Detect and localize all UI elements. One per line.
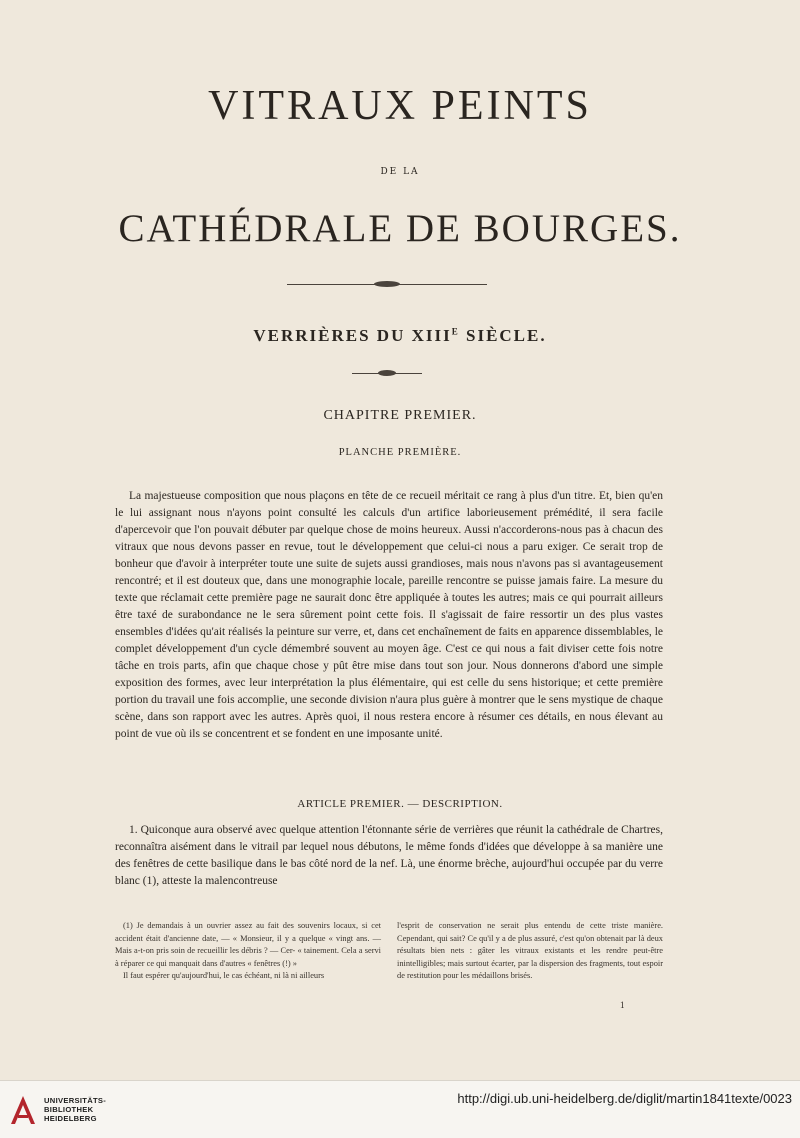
ornamental-rule-top bbox=[287, 284, 487, 285]
body-paragraph-1: La majestueuse composition que nous plaçons en tête de ce recueil méritait ce rang à plus d'un titre. Et, bien qu'en le lui assignant nous n'ayons point consulté les calculs d'un artifice laborieusement prémédité, il sera facile d'apercevoir que l'on pouvait débuter par quelque chose de moins heureux. Aussi n'accorderons-nous pas à chacun des vitraux que nous devons passer en revue, tout le développement que celui-ci nous a paru exiger. Ce serait trop de bonheur que d'avoir à interpréter toute une suite de sujets aussi grandioses, mais nous n'avons pas si avantageusement rencontré; et il est douteux que, dans une monographie locale, pareille rencontre se puisse jamais faire. La mesure du texte que réclamait cette première page ne saurait donc être appliquée à toutes les autres; mais ce qui pourrait ailleurs être taxé de surabondance ne le sera sûrement point cette fois. Il s'agissait de faire ressortir un des plus vastes ensembles d'idées qu'ait réalisés la peinture sur verre, et, dans cet enchaînement de faits en apparence dissemblables, le complet développement d'un cycle démembré souvent au moyen âge. C'est ce qui nous a fait diviser cette fois notre tâche en trois parts, afin que chaque chose y pût être mise dans tout son jour. Nous donnerons d'abord une simple exposition des formes, avec leur interprétation la plus élémentaire, qui est celle du sens historique; et cette première portion du travail une fois accomplie, une seconde division n'aura plus guère à montrer que le sens mystique de chaque scène, dans son rapport avec les autres. Après quoi, il nous restera encore à résumer ces détails, en nous élevant au point de vue où ils se concentrent et se fondent en une imposante unité. bbox=[115, 490, 663, 740]
rule-ornament-icon bbox=[378, 370, 396, 376]
page-subtitle: CATHÉDRALE DE BOURGES. bbox=[118, 207, 682, 250]
plate-heading: PLANCHE PREMIÈRE. bbox=[338, 447, 462, 458]
rule-ornament-icon bbox=[374, 281, 400, 287]
title-connector: DE LA bbox=[380, 167, 420, 177]
footnote-1-continued: Il faut espérer qu'aujourd'hui, le cas échéant, ni là ni ailleurs bbox=[123, 971, 325, 981]
footnote-1-right: l'esprit de conservation ne serait plus entendu de cette triste manière. Cependant, qui sait? Ce qu'il y a de plus assuré, c'est qu'on obtenait par là deux résultats bien nets : gâter les vitraux existants et les rendre peut-être inintelligibles; mais surtout écarter, par la dispersion des fragments, tout espoir de restitution pour les médaillons brisés. bbox=[397, 921, 663, 981]
section-title: VERRIÈRES DU $XIII^E$ SIÈCLE. bbox=[253, 326, 547, 345]
signature-mark: 1 bbox=[620, 1000, 625, 1010]
article-heading: ARTICLE PREMIER. — DESCRIPTION. bbox=[297, 798, 503, 810]
footnote-column-left bbox=[115, 920, 381, 983]
footer-bar bbox=[0, 1080, 800, 1138]
library-logo[interactable] bbox=[8, 1091, 106, 1127]
footnote-column-right bbox=[397, 920, 663, 983]
chapter-heading: CHAPITRE PREMIER. bbox=[323, 408, 477, 423]
page-title: VITRAUX PEINTS bbox=[208, 83, 592, 129]
library-name: UNIVERSITÄTS- BIBLIOTHEK HEIDELBERG bbox=[44, 1095, 107, 1123]
footnotes bbox=[115, 920, 663, 983]
body-paragraph-2: 1. Quiconque aura observé avec quelque attention l'étonnante série de verrières que réunit la cathédrale de Chartres, reconnaîtra aisément dans le vitrail par lequel nous débutons, le même fonds d'idées que développe à sa manière une des fenêtres de cette basilique dans le bas côté nord de la nef. Là, une énorme brèche, aujourd'hui occupée par du verre blanc (1), atteste la malencontreuse bbox=[115, 824, 663, 887]
source-url-link[interactable]: http://digi.ub.uni-heidelberg.de/diglit/martin1841texte/0023 bbox=[457, 1091, 792, 1106]
ornamental-rule-small bbox=[352, 373, 422, 374]
library-logo-icon bbox=[8, 1091, 38, 1127]
footnote-1: (1) Je demandais à un ouvrier assez au fait des souvenirs locaux, si cet accident était d'ancienne date, — « Monsieur, il y a quelque « vingt ans. — Mais a-t-on pris soin de recueillir les débris ? — Cer- « tainement. Cela a servi à réparer ce qui manquait dans d'autres « fenêtres (!) » bbox=[115, 921, 381, 968]
